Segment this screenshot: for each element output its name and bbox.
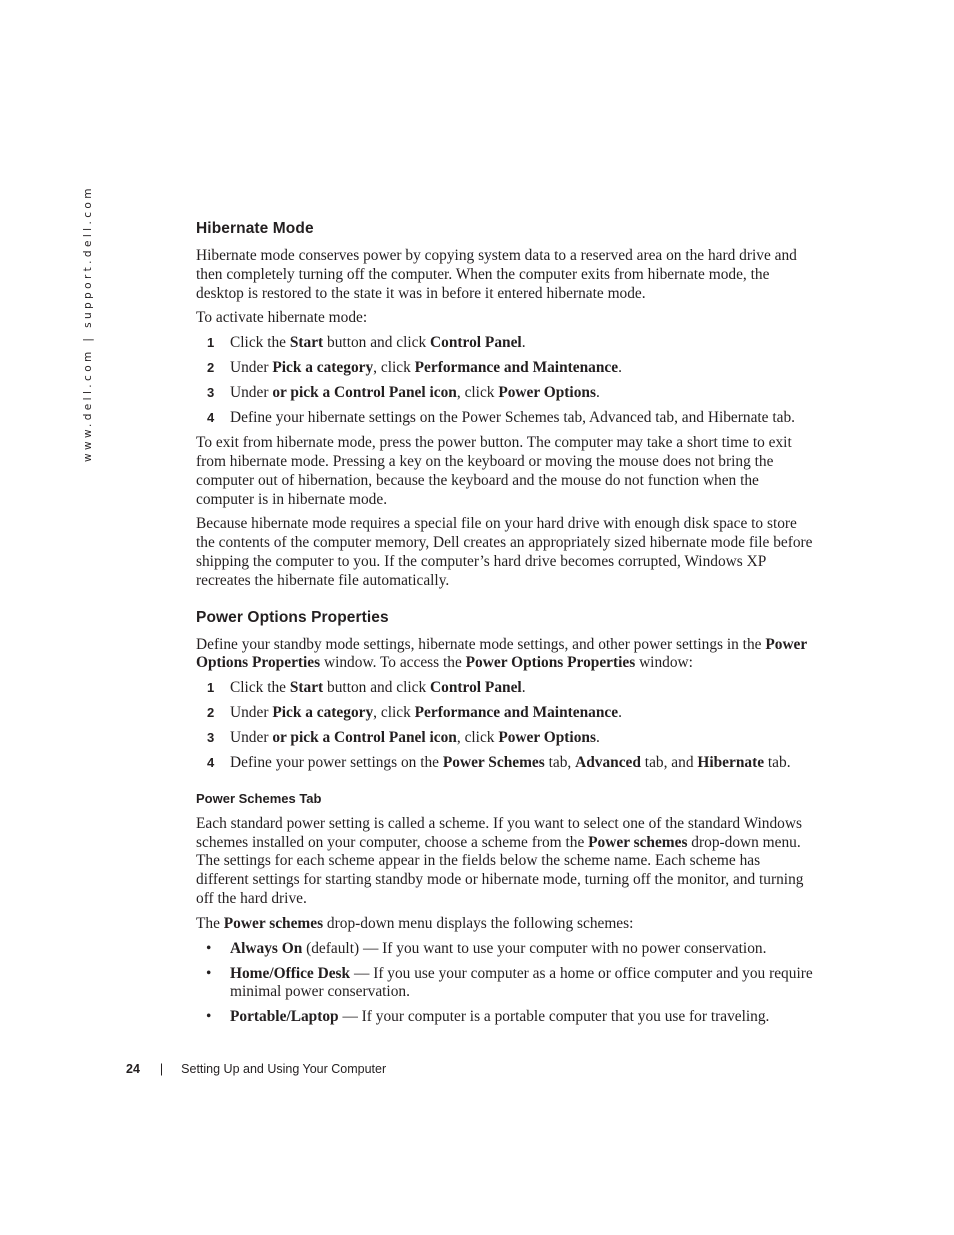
hibernate-heading: Hibernate Mode <box>196 220 314 237</box>
ui-term: Start <box>289 679 324 697</box>
step-text <box>230 729 600 746</box>
ui-term: Always On <box>230 939 303 957</box>
chapter-title: Setting Up and Using Your Computer <box>181 1062 387 1076</box>
text-run: Define your power settings on the <box>230 754 443 772</box>
ui-term: Home/Office Desk <box>230 964 351 982</box>
text-run: . <box>521 334 526 352</box>
step-text <box>230 359 622 376</box>
ui-term: Control Panel <box>430 679 522 697</box>
text-run: drop-down menu displays the following schemes: <box>323 914 634 932</box>
text-run: , click <box>456 384 499 402</box>
text-run: . <box>595 729 600 747</box>
step-text <box>230 704 622 721</box>
list-item-text <box>230 940 766 957</box>
list-item-text <box>230 965 813 1001</box>
ui-term: Hibernate <box>697 754 765 772</box>
step-number: 4 <box>207 755 215 771</box>
text-run: , click <box>456 729 499 747</box>
footer-separator: | <box>159 1062 164 1076</box>
step-text <box>230 679 526 696</box>
bullet-marker: • <box>206 939 212 957</box>
text-run: . <box>618 704 622 722</box>
step-item <box>196 384 816 403</box>
text-run: Under <box>230 704 273 722</box>
ui-term: Power schemes <box>223 914 324 932</box>
step-text <box>230 334 526 351</box>
text-run: , click <box>373 704 415 722</box>
bullet-marker: • <box>206 964 212 982</box>
step-item <box>196 754 816 773</box>
text-run: button and click <box>323 679 431 697</box>
page-content <box>196 216 816 1033</box>
text-run: Click the <box>230 679 290 697</box>
text-run: tab. <box>764 754 791 772</box>
step-text <box>230 409 795 426</box>
step-number: 4 <box>207 410 215 426</box>
ui-term: or pick a Control Panel icon <box>272 384 457 402</box>
ui-term: or pick a Control Panel icon <box>272 729 457 747</box>
text-run: Under <box>230 384 273 402</box>
ui-term: Pick a category <box>272 359 374 377</box>
text-run: — If you use your computer as a home or office computer and you require minimal power conservation. <box>230 964 813 1001</box>
ui-term: Power Schemes <box>442 754 545 772</box>
text-run: window. To access the <box>320 654 466 672</box>
side-url: www.dell.com | support.dell.com <box>82 185 94 462</box>
text-run: tab, <box>544 754 576 772</box>
power-schemes-tab-heading: Power Schemes Tab <box>196 790 322 806</box>
ui-term: Performance and Maintenance <box>414 704 619 722</box>
power-schemes-list <box>196 940 816 1028</box>
text-run: The <box>196 914 224 932</box>
step-item <box>196 334 816 353</box>
ui-term: Advanced <box>575 754 641 772</box>
hibernate-intro: Hibernate mode conserves power by copying system data to a reserved area on the hard drive and then completely turning off the computer. When the computer exits from hibernate mode, the desktop is restored to the state it was in before it entered hibernate mode. <box>196 247 797 302</box>
ui-term: Power Options <box>498 384 596 402</box>
text-run: Define your standby mode settings, hibernate mode settings, and other power settings in the <box>196 635 766 653</box>
text-run: , click <box>373 359 415 377</box>
step-number: 1 <box>207 335 215 351</box>
step-item <box>196 409 816 428</box>
power-options-intro <box>196 636 816 674</box>
text-run: button and click <box>323 334 431 352</box>
text-run: . <box>595 384 600 402</box>
hibernate-activate: To activate hibernate mode: <box>196 309 368 327</box>
power-options-steps <box>196 679 816 773</box>
step-text <box>230 754 791 771</box>
page-number: 24 <box>126 1062 140 1076</box>
list-item <box>196 1008 816 1027</box>
power-options-heading: Power Options Properties <box>196 608 389 626</box>
text-run: drop-down menu. The settings for each scheme appear in the fields below the scheme name. Each scheme has different settings for starting standby mode or hibernate mode, turning off the monitor, and turning off the hard drive. <box>196 833 804 908</box>
step-number: 2 <box>207 705 215 721</box>
text-run: . <box>618 359 622 377</box>
ui-term: Power Options <box>498 729 596 747</box>
ui-term: Power Options Properties <box>465 654 636 672</box>
step-item <box>196 679 816 698</box>
power-schemes-menu <box>196 915 816 934</box>
text-run: . <box>521 679 526 697</box>
hibernate-special: Because hibernate mode requires a special file on your hard drive with enough disk space to store the contents of the computer memory, Dell creates an appropriately sized hibernate mode file before shipping the computer to you. If the computer’s hard drive becomes corrupted, Windows XP recreates the hibernate file automatically. <box>196 515 813 589</box>
ui-term: Pick a category <box>272 704 374 722</box>
text-run: Define your hibernate settings on the Power Schemes tab, Advanced tab, and Hibernate tab. <box>230 409 796 427</box>
hibernate-exit: To exit from hibernate mode, press the power button. The computer may take a short time to exit from hibernate mode. Pressing a key on the keyboard or moving the mouse does not bring the computer out of hibernation, because the keyboard and the mouse do not function when the computer is in hibernate mode. <box>196 434 792 508</box>
ui-term: Control Panel <box>430 334 522 352</box>
step-item <box>196 359 816 378</box>
bullet-marker: • <box>206 1008 212 1026</box>
text-run: tab, and <box>640 754 698 772</box>
list-item-text <box>230 1008 769 1025</box>
hibernate-steps <box>196 334 816 428</box>
step-text <box>230 384 600 401</box>
text-run: (default) — If you want to use your computer with no power conservation. <box>302 939 767 957</box>
text-run: Under <box>230 729 273 747</box>
step-number: 3 <box>207 730 215 746</box>
text-run: window: <box>635 654 693 672</box>
ui-term: Portable/Laptop <box>230 1008 339 1026</box>
power-schemes-intro <box>196 815 816 909</box>
page-footer <box>126 1062 386 1076</box>
step-item <box>196 704 816 723</box>
ui-term: Power schemes <box>588 833 688 851</box>
ui-term: Performance and Maintenance <box>414 359 619 377</box>
text-run: — If your computer is a portable computer that you use for traveling. <box>338 1008 770 1026</box>
text-run: Under <box>230 359 273 377</box>
list-item <box>196 965 816 1003</box>
step-number: 1 <box>207 680 215 696</box>
list-item <box>196 940 816 959</box>
ui-term: Power Options Properties <box>196 635 807 672</box>
ui-term: Start <box>289 334 324 352</box>
step-item <box>196 729 816 748</box>
text-run: Click the <box>230 334 290 352</box>
text-run: Each standard power setting is called a scheme. If you want to select one of the standard Windows schemes installed on your computer, choose a scheme from the <box>196 814 802 851</box>
step-number: 3 <box>207 385 215 401</box>
step-number: 2 <box>207 360 215 376</box>
